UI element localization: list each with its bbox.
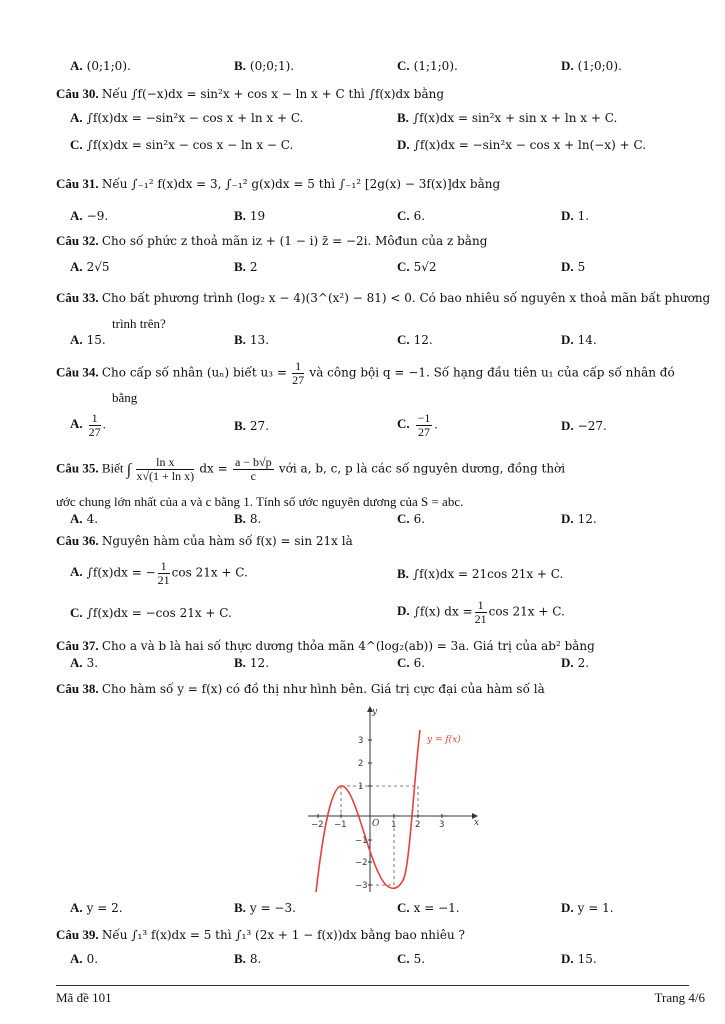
q38-option-b: B. y = −3. — [234, 900, 296, 915]
q30-option-d: D. ∫f(x)dx = −sin²x − cos x + ln(−x) + C. — [397, 137, 647, 152]
q29-option-a: A. (0;1;0). — [70, 58, 131, 73]
q35-integrand: $\frac{\text{ln x}}{\text{x√(1 + ln x)}}$ — [136, 455, 195, 483]
q38-option-c: C. x = −1. — [397, 900, 460, 915]
q31-option-b: B. 19 — [234, 208, 266, 223]
q34-option-c: C. $\frac{-1}{27}$ . — [397, 411, 438, 439]
q37-option-b: B. 12. — [234, 655, 270, 670]
q30-stem: Câu 30. Nếu ∫f(−x)dx = sin²x + cos x − ln x + C thì ∫f(x)dx bằng — [56, 86, 445, 101]
q37-option-a: A. 3. — [70, 655, 99, 670]
q31-option-c: C. 6. — [397, 208, 426, 223]
q35-option-b: B. 8. — [234, 511, 262, 526]
x-tick-label: 3 — [439, 820, 445, 830]
exam-code: Mã đề 101 — [56, 990, 112, 1005]
q34-stem: Câu 34. Cho cấp số nhân (uₙ) biết u₃ = $\frac{1}{27}$ và công bội q = −1. Số hạng đầu tiên u₁ của cấp số nhân đó — [56, 359, 675, 387]
q38-option-d: D. y = 1. — [561, 900, 614, 915]
x-axis-label: x — [474, 818, 480, 828]
function-curve — [316, 730, 420, 892]
footer-divider — [56, 985, 689, 986]
q33-option-c: C. 12. — [397, 332, 433, 347]
q35-option-d: D. 12. — [561, 511, 597, 526]
q36-option-d: D. ∫f(x) dx = $\frac{1}{21}$ cos 21x + C. — [397, 598, 565, 626]
y-axis-label: y — [372, 707, 378, 717]
q32-option-a: A. 2√5 — [70, 259, 110, 274]
q33-stem-line2: trình trên? — [112, 316, 166, 331]
q33-option-b: B. 13. — [234, 332, 270, 347]
origin-label: O — [372, 819, 380, 829]
q32-option-b: B. 2 — [234, 259, 258, 274]
q37-option-c: C. 6. — [397, 655, 426, 670]
x-tick-label: 2 — [415, 820, 421, 830]
q35-stem-line2: ước chung lớn nhất của a và c bằng 1. Tính số ước nguyên dương của S = abc. — [56, 494, 464, 509]
q32-option-d: D. 5 — [561, 259, 586, 274]
q37-option-d: D. 2. — [561, 655, 590, 670]
q34-option-b: B. 27. — [234, 418, 270, 433]
q29-option-b: B. (0;0;1). — [234, 58, 295, 73]
y-tick-label: −1 — [355, 836, 368, 846]
q30-option-b: B. ∫f(x)dx = sin²x + sin x + ln x + C. — [397, 110, 618, 125]
q35-option-c: C. 6. — [397, 511, 426, 526]
q29-option-d: D. (1;0;0). — [561, 58, 622, 73]
q36-option-a: A. ∫f(x)dx = − $\frac{1}{21}$ cos 21x + C. — [70, 559, 248, 587]
q33-option-a: A. 15. — [70, 332, 106, 347]
q31-option-d: D. 1. — [561, 208, 590, 223]
y-tick-label: −2 — [355, 858, 368, 868]
y-tick-label: 2 — [358, 759, 364, 769]
q34-option-a: A. $\frac{1}{27}$ . — [70, 411, 106, 439]
q37-stem: Câu 37. Cho a và b là hai số thực dương thỏa mãn 4^(log₂(ab)) = 3a. Giá trị của ab² bằng — [56, 638, 595, 653]
q34-stem-line2: bằng — [112, 390, 138, 405]
q29-option-c: C. (1;1;0). — [397, 58, 458, 73]
q35-rhs: $\frac{a - b√p}{c}$ — [234, 455, 272, 483]
y-tick-label: 3 — [358, 736, 364, 746]
page-number: Trang 4/6 — [654, 990, 705, 1005]
x-tick-label: −1 — [334, 820, 347, 830]
x-tick-label: −2 — [311, 820, 324, 830]
q35-stem: Câu 35. Biết ∫ $\frac{\text{ln x}}{\text{x√(1 + ln x)}}$ dx = $\frac{a - b√p}{c}$ với a, b, c, p là các số nguyên dương, đồng thời — [56, 455, 566, 483]
q30-option-a: A. ∫f(x)dx = −sin²x − cos x + ln x + C. — [70, 110, 304, 125]
q32-stem: Câu 32. Cho số phức z thoả mãn iz + (1 − i) z̄ = −2i. Môđun của z bằng — [56, 233, 488, 248]
y-tick-label: −3 — [355, 881, 368, 891]
curve-label: y = f(x) — [427, 735, 461, 745]
q33-stem: Câu 33. Cho bất phương trình (log₂ x − 4)(3^(x²) − 81) < 0. Có bao nhiêu số nguyên x thoả mãn bất phương — [56, 290, 711, 305]
q36-stem: Câu 36. Nguyên hàm của hàm số f(x) = sin 21x là — [56, 533, 353, 548]
q39-option-a: A. 0. — [70, 951, 99, 966]
q39-stem: Câu 39. Nếu ∫₁³ f(x)dx = 5 thì ∫₁³ (2x + 1 − f(x))dx bằng bao nhiêu ? — [56, 927, 465, 942]
q36-option-c: C. ∫f(x)dx = −cos 21x + C. — [70, 605, 232, 620]
q38-option-a: A. y = 2. — [70, 900, 123, 915]
y-tick-label: 1 — [358, 782, 364, 792]
q36-option-b: B. ∫f(x)dx = 21cos 21x + C. — [397, 566, 564, 581]
q31-option-a: A. −9. — [70, 208, 109, 223]
function-graph — [300, 700, 485, 895]
x-tick-label: 1 — [391, 820, 397, 830]
q39-option-b: B. 8. — [234, 951, 262, 966]
q30-option-c: C. ∫f(x)dx = sin²x − cos x − ln x − C. — [70, 137, 294, 152]
q39-option-d: D. 15. — [561, 951, 597, 966]
q35-option-a: A. 4. — [70, 511, 99, 526]
q34-fraction: $\frac{1}{27}$ — [292, 359, 305, 387]
q31-stem: Câu 31. Nếu ∫₋₁² f(x)dx = 3, ∫₋₁² g(x)dx = 5 thì ∫₋₁² [2g(x) − 3f(x)]dx bằng — [56, 176, 501, 191]
q32-option-c: C. 5√2 — [397, 259, 437, 274]
q39-option-c: C. 5. — [397, 951, 426, 966]
q34-option-d: D. −27. — [561, 418, 607, 433]
q33-option-d: D. 14. — [561, 332, 597, 347]
q38-stem: Câu 38. Cho hàm số y = f(x) có đồ thị như hình bên. Giá trị cực đại của hàm số là — [56, 681, 545, 696]
